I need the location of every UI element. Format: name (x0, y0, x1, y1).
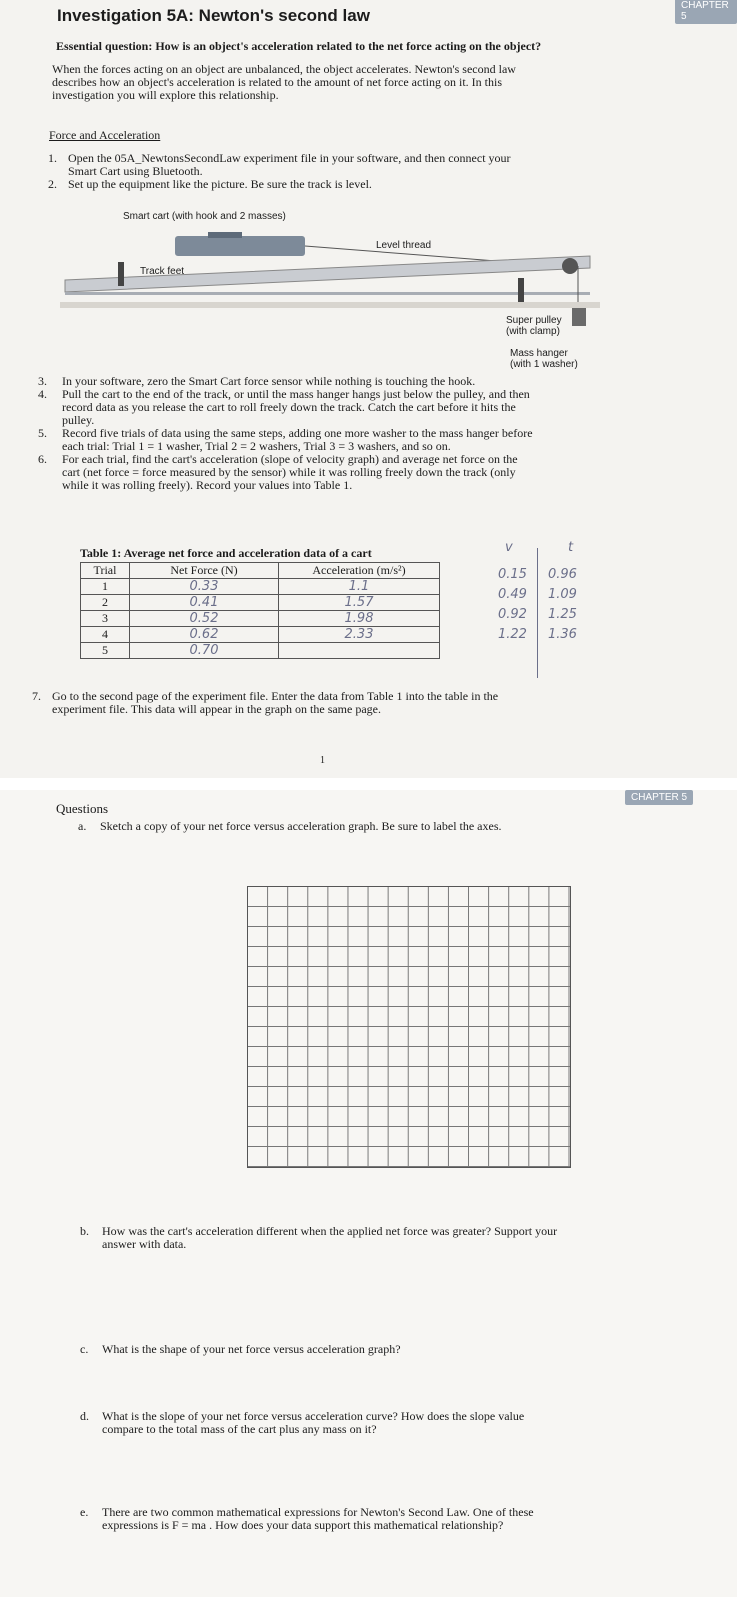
step-item (48, 178, 668, 191)
step-line: experiment file. This data will appear in the graph on the same page. (52, 702, 381, 716)
question-line: What is the slope of your net force versus acceleration curve? How does the slope value (102, 1409, 525, 1423)
question-line: compare to the total mass of the cart plus any mass on it? (102, 1422, 377, 1436)
smart-cart-shape (175, 236, 305, 256)
cart-masses (208, 232, 242, 238)
step-number: 6. (38, 452, 47, 466)
step-line: Go to the second page of the experiment file. Enter the data from Table 1 into the table in the (52, 689, 499, 703)
table-row (81, 579, 440, 595)
step-item (38, 388, 618, 427)
question-letter: c. (80, 1342, 89, 1356)
cell-trial: 3 (81, 611, 130, 627)
cell-acceleration: 1.1 (279, 579, 440, 595)
label-mass-hanger-main: Mass hanger (510, 348, 568, 359)
note-value: 1.22 (498, 627, 527, 642)
step-line: Open the 05A_NewtonsSecondLaw experiment file in your software, and then connect your (68, 151, 511, 165)
cell-acceleration (279, 643, 440, 659)
cell-trial: 2 (81, 595, 130, 611)
step-number: 2. (48, 177, 57, 191)
intro-line: investigation you will explore this relationship. (52, 88, 279, 102)
question-line: How was the cart's acceleration different when the applied net force was greater? Support your (102, 1224, 558, 1238)
question-item (80, 1225, 710, 1251)
note-value: 0.96 (548, 567, 577, 582)
chapter-tab: CHAPTER 5 (625, 790, 693, 805)
data-table (80, 562, 440, 659)
table-header-row (81, 563, 440, 579)
page-gap (0, 778, 737, 790)
question-line: There are two common mathematical expressions for Newton's Second Law. One of these (102, 1505, 534, 1519)
step-line: Smart Cart using Bluetooth. (68, 164, 203, 178)
question-letter: b. (80, 1224, 89, 1238)
cell-force: 0.52 (130, 611, 279, 627)
step-line: each trial: Trial 1 = 1 washer, Trial 2 = 2 washers, Trial 3 = 3 washers, and so on. (62, 439, 451, 453)
cell-trial: 4 (81, 627, 130, 643)
table-caption: Table 1: Average net force and acceleration data of a cart (80, 546, 372, 560)
track-edge (65, 292, 590, 295)
step-line: cart (net force = force measured by the sensor) while it was rolling freely down the track (only (62, 465, 516, 479)
note-col2-head: t (568, 540, 574, 555)
table-row (81, 627, 440, 643)
track-foot (518, 278, 524, 302)
cell-trial: 5 (81, 643, 130, 659)
essential-question: Essential question: How is an object's acceleration related to the net force acting on the object? (56, 39, 542, 53)
step-line: while it was rolling freely). Record your values into Table 1. (62, 478, 353, 492)
step-item (38, 453, 618, 492)
questions-heading: Questions (56, 801, 108, 816)
label-super-pulley (506, 315, 562, 337)
cell-force: 0.33 (130, 579, 279, 595)
step-item (38, 427, 618, 453)
question-letter: d. (80, 1409, 89, 1423)
question-item (80, 1410, 710, 1436)
cell-trial: 1 (81, 579, 130, 595)
label-level-thread: Level thread (376, 240, 432, 251)
note-col1-head: v (505, 540, 513, 555)
intro-line: When the forces acting on an object are unbalanced, the object accelerates. Newton's second law (52, 62, 516, 76)
table-row (81, 643, 440, 659)
cell-force: 0.70 (130, 643, 279, 659)
step-item (48, 152, 668, 178)
note-value: 1.36 (548, 627, 577, 642)
cell-force: 0.62 (130, 627, 279, 643)
note-value: 1.09 (548, 587, 577, 602)
mass-hanger-shape (572, 308, 586, 326)
track-foot (118, 262, 124, 286)
note-value: 1.25 (548, 607, 577, 622)
header-trial: Trial (81, 563, 130, 579)
setup-steps (48, 152, 668, 191)
step-line: Record five trials of data using the same steps, adding one more washer to the mass hanger before (62, 426, 533, 440)
cell-acceleration: 2.33 (279, 627, 440, 643)
step-line: record data as you release the cart to roll freely down the track. Catch the cart before it hits the (62, 400, 516, 414)
table-row (81, 611, 440, 627)
pulley-shape (562, 258, 578, 274)
step-item (32, 690, 652, 716)
label-super-pulley-main: Super pulley (506, 315, 562, 326)
question-item (78, 820, 698, 833)
label-super-pulley-sub: (with clamp) (506, 326, 560, 337)
question-item (80, 1506, 710, 1532)
table-surface (60, 302, 600, 308)
note-value: 0.49 (498, 587, 527, 602)
cell-force: 0.41 (130, 595, 279, 611)
header-acceleration: Acceleration (m/s²) (279, 563, 440, 579)
note-col1 (498, 565, 527, 645)
label-smart-cart: Smart cart (with hook and 2 masses) (123, 211, 286, 222)
question-letter: a. (78, 819, 87, 833)
question-line: Sketch a copy of your net force versus acceleration graph. Be sure to label the axes. (100, 819, 502, 833)
label-track-feet: Track feet (140, 266, 185, 277)
header-net-force: Net Force (N) (130, 563, 279, 579)
note-divider (537, 548, 538, 678)
question-letter: e. (80, 1505, 89, 1519)
step-line: pulley. (62, 413, 95, 427)
section-heading: Force and Acceleration (49, 128, 161, 142)
question-line: expressions is F = ma . How does your data support this mathematical relationship? (102, 1518, 504, 1532)
step-line: Set up the equipment like the picture. Be sure the track is level. (68, 177, 372, 191)
page-number: 1 (320, 755, 325, 766)
page-title: Investigation 5A: Newton's second law (57, 6, 370, 25)
cell-acceleration: 1.57 (279, 595, 440, 611)
chapter-tab: CHAPTER 5 (675, 0, 737, 24)
cell-acceleration: 1.98 (279, 611, 440, 627)
note-col2 (548, 565, 577, 645)
worksheet-page-1 (0, 0, 737, 778)
step-number: 7. (32, 689, 41, 703)
table-row (81, 595, 440, 611)
step-number: 5. (38, 426, 47, 440)
step-number: 1. (48, 151, 57, 165)
question-line: answer with data. (102, 1237, 187, 1251)
question-line: What is the shape of your net force versus acceleration graph? (102, 1342, 401, 1356)
intro-paragraph (52, 63, 672, 102)
question-item (80, 1343, 710, 1356)
step-line: For each trial, find the cart's acceleration (slope of velocity graph) and average net force on the (62, 452, 518, 466)
label-mass-hanger-sub: (with 1 washer) (510, 359, 578, 370)
intro-line: describes how an object's acceleration is related to the amount of net force acting on it. In this (52, 75, 503, 89)
procedure-steps (38, 375, 618, 492)
sketch-grid[interactable] (247, 886, 571, 1168)
step-line: Pull the cart to the end of the track, or until the mass hanger hangs just below the pulley, and then (62, 387, 530, 401)
step-line: In your software, zero the Smart Cart force sensor while nothing is touching the hook. (62, 374, 476, 388)
note-value: 0.15 (498, 567, 527, 582)
step-number: 4. (38, 387, 47, 401)
step-number: 3. (38, 374, 47, 388)
note-value: 0.92 (498, 607, 527, 622)
label-mass-hanger (510, 348, 578, 370)
